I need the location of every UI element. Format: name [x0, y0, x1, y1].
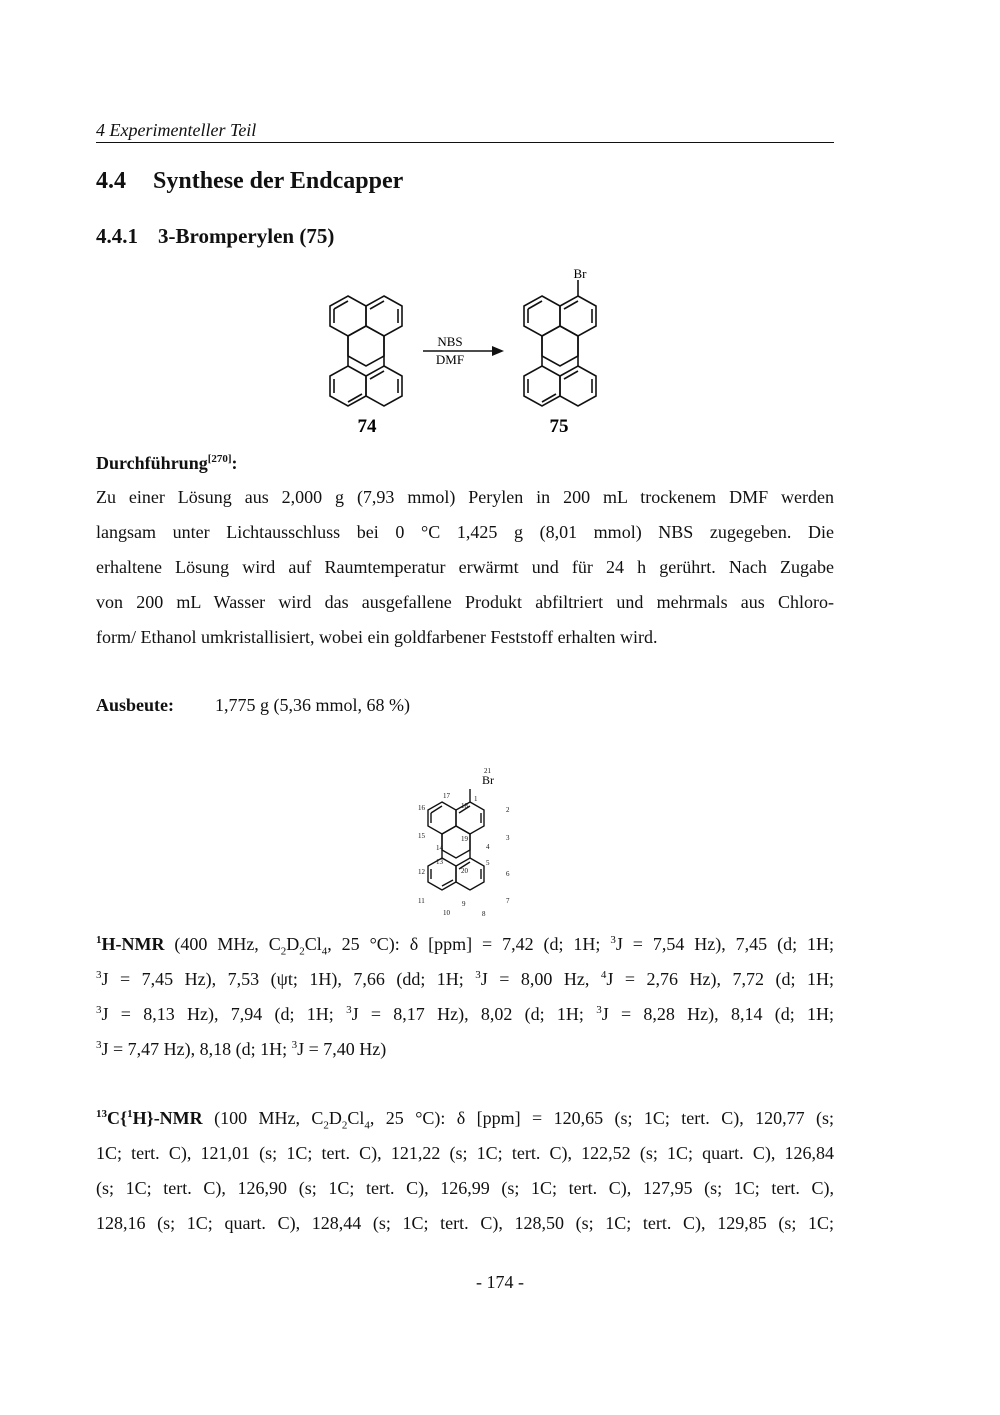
atom-number-10: 10 — [443, 909, 450, 917]
procedure-text — [96, 480, 834, 655]
running-head: 4 Experimenteller Teil — [96, 120, 257, 140]
c-nmr-label: H}-NMR — [132, 1108, 203, 1128]
subsection-title: 3-Bromperylen (75) — [158, 224, 335, 248]
procedure-heading: Durchführung[270]: — [96, 453, 238, 473]
yield-value: 1,775 g (5,36 mmol, 68 %) — [215, 695, 410, 715]
atom-number-4: 4 — [486, 843, 490, 851]
compound-74-label: 74 — [357, 416, 377, 437]
numbered-br-label: Br — [482, 773, 494, 787]
atom-number-11: 11 — [418, 897, 425, 905]
atom-number-13: 13 — [436, 858, 443, 866]
procedure-line: Zu einer Lösung aus 2,000 g (7,93 mmol) Perylen in 200 mL trockenem DMF werden — [96, 487, 834, 507]
h-nmr-line: $^3$J = 7,47 Hz), 8,18 (d; 1H; $^3$J = 7,40 Hz) — [96, 1039, 387, 1059]
bromoperylene-75-structure — [524, 280, 596, 406]
h-nmr-data — [96, 927, 834, 1067]
atom-number-18: 18 — [461, 802, 468, 810]
c-nmr-line: $^{13}$C{$^1$H}-NMR (100 MHz, $C_2D_2Cl_4$, 25 °C): δ [ppm] = 120,65 (s; 1C; tert. C), 120,77 (s; — [96, 1108, 834, 1132]
reagent-top: NBS — [437, 334, 463, 349]
section-number: 4.4 — [96, 168, 126, 194]
reagent-bottom: DMF — [435, 352, 465, 367]
atom-number-17: 17 — [443, 792, 450, 800]
atom-number-9: 9 — [462, 900, 466, 908]
procedure-line: langsam unter Lichtausschluss bei 0 °C 1,425 g (8,01 mmol) NBS zugegeben. Die — [96, 522, 834, 542]
c-nmr-line: 1C; tert. C), 121,01 (s; 1C; tert. C), 121,22 (s; 1C; tert. C), 122,52 (s; 1C; quart. C), 126,84 — [96, 1143, 834, 1163]
atom-number-3: 3 — [506, 834, 510, 842]
atom-number-20: 20 — [461, 867, 468, 875]
subsection-number: 4.4.1 — [96, 224, 138, 248]
reference-marker: [270] — [207, 453, 232, 465]
h-nmr-label: H-NMR — [101, 934, 165, 954]
header-rule — [96, 142, 834, 143]
atom-number-16: 16 — [418, 804, 425, 812]
compound-75-label: 75 — [549, 416, 569, 437]
c-nmr-line: (s; 1C; tert. C), 126,90 (s; 1C; tert. C), 126,99 (s; 1C; tert. C), 127,95 (s; 1C; tert. C), — [96, 1178, 834, 1198]
atom-number-12: 12 — [418, 868, 425, 876]
arrow-head — [492, 346, 504, 356]
h-nmr-line: $^1$H-NMR (400 MHz, $C_2D_2Cl_4$, 25 °C): δ [ppm] = 7,42 (d; 1H; $^3$J = 7,54 Hz), 7,45 (d; 1H; — [96, 934, 834, 958]
section-heading — [96, 168, 403, 195]
atom-number-14: 14 — [436, 844, 443, 852]
atom-number-15: 15 — [418, 832, 425, 840]
h-nmr-line: $^3$J = 8,13 Hz), 7,94 (d; 1H; $^3$J = 8,17 Hz), 8,02 (d; 1H; $^3$J = 8,28 Hz), 8,14 (d; 1H; — [96, 1004, 834, 1024]
atom-number-5: 5 — [486, 859, 490, 867]
atom-number-6: 6 — [506, 870, 510, 878]
scheme-br-label: Br — [573, 266, 587, 281]
procedure-line: form/ Ethanol umkristallisiert, wobei ein goldfarbener Feststoff erhalten wird. — [96, 627, 658, 647]
page-number: - 174 - — [476, 1272, 524, 1292]
atom-number-8: 8 — [482, 910, 486, 918]
atom-number-1: 1 — [474, 795, 478, 803]
c-nmr-data — [96, 1101, 834, 1241]
perylene-74-structure — [330, 296, 402, 406]
atom-number-19: 19 — [461, 835, 468, 843]
reaction-scheme — [96, 262, 834, 442]
atom-number-21: 21 — [484, 767, 491, 775]
atom-number-2: 2 — [506, 806, 510, 814]
procedure-line: erhaltene Lösung wird auf Raumtemperatur erwärmt und für 24 h gerührt. Nach Zugabe — [96, 557, 834, 577]
h-nmr-line: $^3$J = 7,45 Hz), 7,53 (ψt; 1H), 7,66 (dd; 1H; $^3$J = 8,00 Hz, $^4$J = 2,76 Hz), 7,72 (d; 1H; — [96, 969, 834, 989]
yield-label: Ausbeute: — [96, 695, 175, 715]
c-nmr-line: 128,16 (s; 1C; quart. C), 128,44 (s; 1C; tert. C), 128,50 (s; 1C; tert. C), 129,85 (s; 1C; — [96, 1213, 834, 1233]
numbered-structure — [396, 760, 536, 920]
atom-number-7: 7 — [506, 897, 510, 905]
subsection-heading — [96, 224, 334, 249]
procedure-line: von 200 mL Wasser wird das ausgefallene Produkt abfiltriert und mehrmals aus Chloro- — [96, 592, 834, 612]
section-title: Synthese der Endcapper — [153, 168, 404, 194]
